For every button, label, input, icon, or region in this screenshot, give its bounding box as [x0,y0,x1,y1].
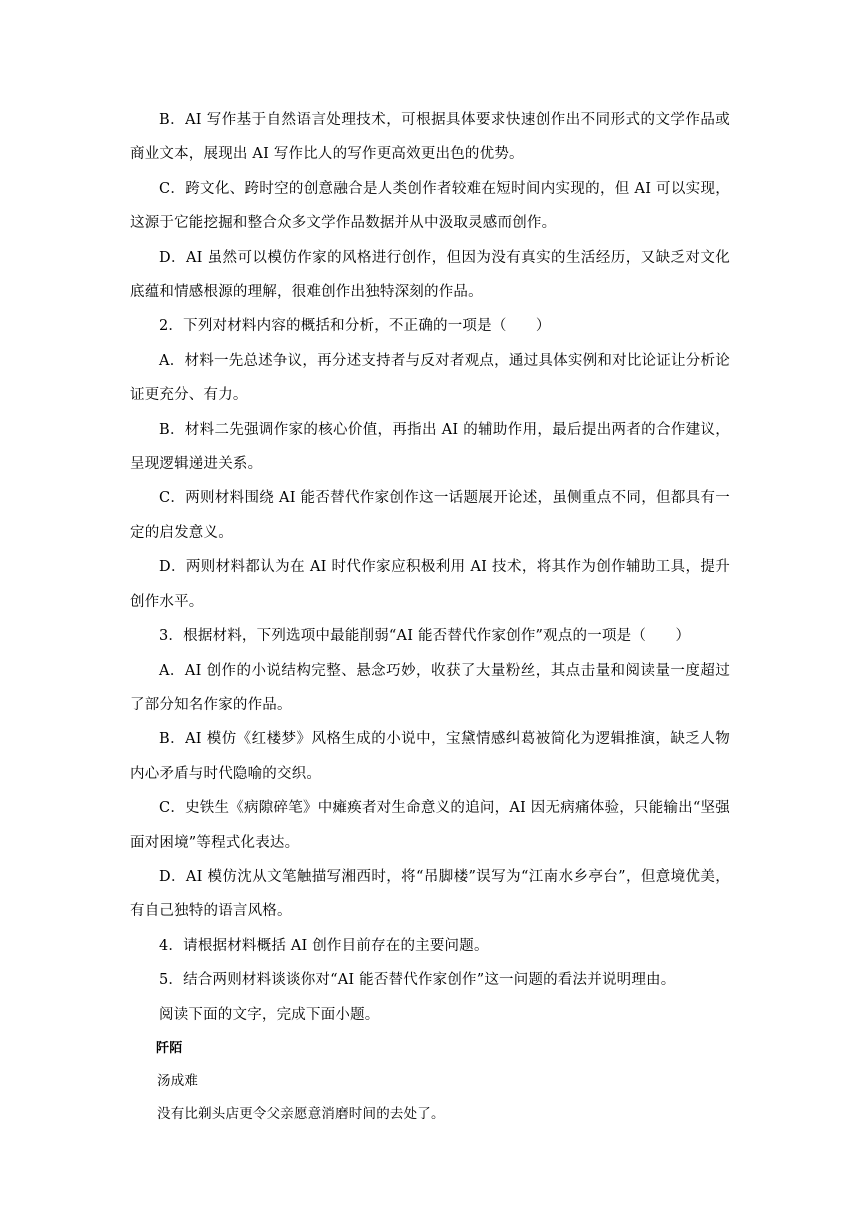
reading-instruction: 阅读下面的文字，完成下面小题。 [159,1006,380,1023]
question-3: 3．根据材料，下列选项中最能削弱“AI 能否替代作家创作”观点的一项是（ ） [159,628,691,645]
option-d-q3: D．AI 模仿沈从文笔触描写湘西时，将“吊脚楼”误写为“江南水乡亭台”，但意境优美，有自己独特的语言风格。 [130,868,730,920]
option-b-q3: B．AI 模仿《红楼梦》风格生成的小说中，宝黛情感纠葛被简化为逻辑推演，缺乏人物内心矛盾与时代隐喻的交织。 [130,731,730,782]
story-first-line: 没有比剃头店更令父亲愿意消磨时间的去处了。 [157,1105,445,1122]
story-title: 阡陌 [156,1040,183,1056]
option-b-q2: B．材料二先强调作家的核心价值，再指出 AI 的辅助作用，最后提出两者的合作建议，呈现逻辑递进关系。 [130,421,730,473]
question-2: 2．下列对材料内容的概括和分析，不正确的一项是（ ） [159,318,551,335]
question-4: 4．请根据材料概括 AI 创作目前存在的主要问题。 [159,937,489,954]
option-c-q1: C．跨文化、跨时空的创意融合是人类创作者较难在短时间内实现的，但 AI 可以实现，这源于它能挖掘和整合众多文学作品数据并从中汲取灵感而创作。 [130,180,730,232]
question-5: 5．结合两则材料谈谈你对“AI 能否替代作家创作”这一问题的看法并说明理由。 [159,972,676,989]
option-d-q2: D．两则材料都认为在 AI 时代作家应积极利用 AI 技术，将其作为创作辅助工具，提升创作水平。 [130,559,730,610]
option-c-q2: C．两则材料围绕 AI 能否替代作家创作这一话题展开论述，虽侧重点不同，但都具有一定的启发意义。 [130,490,730,541]
option-a-q3: A．AI 创作的小说结构完整、悬念巧妙，收获了大量粉丝，其点击量和阅读量一度超过了部分知名作家的作品。 [130,662,730,713]
option-c-q3: C．史铁生《病隙碎笔》中瘫痪者对生命意义的追问，AI 因无病痛体验，只能输出“坚强面对困境”等程式化表达。 [130,800,730,851]
story-author: 汤成难 [157,1072,199,1089]
option-d-q1: D．AI 虽然可以模仿作家的风格进行创作，但因为没有真实的生活经历，又缺乏对文化底蕴和情感根源的理解，很难创作出独特深刻的作品。 [130,249,730,301]
option-b-q1: B．AI 写作基于自然语言处理技术，可根据具体要求快速创作出不同形式的文学作品或商业文本，展现出 AI 写作比人的写作更高效更出色的优势。 [130,112,730,163]
document-page [130,103,730,1131]
option-a-q2: A．材料一先总述争议，再分述支持者与反对者观点，通过具体实例和对比论证让分析论证更充分、有力。 [130,352,730,404]
